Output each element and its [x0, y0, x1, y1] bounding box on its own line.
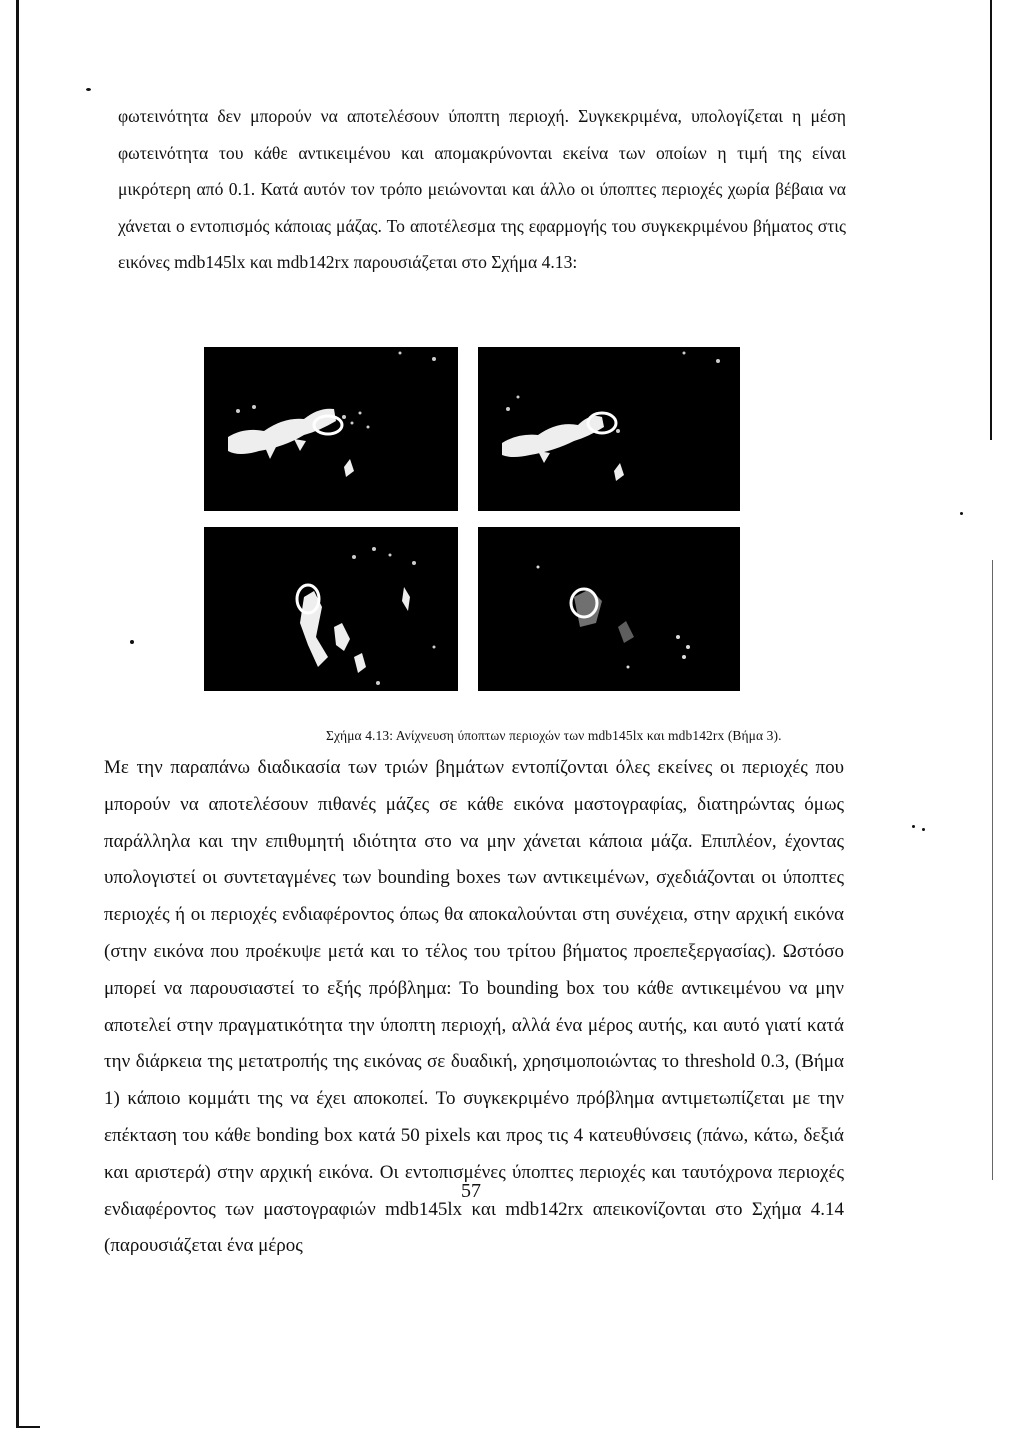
figure-4-13	[204, 347, 740, 711]
scan-speck	[130, 640, 134, 644]
scan-speck	[960, 512, 963, 515]
scan-speck	[912, 825, 915, 828]
segmented-image-mdb142rx-a	[204, 527, 458, 691]
segmented-image-mdb145lx-a	[204, 347, 458, 511]
segmented-image-mdb145lx-b	[478, 347, 740, 511]
segmented-image-mdb142rx-b	[478, 527, 740, 691]
page-number: 57	[461, 1180, 481, 1202]
scan-border-bottom	[16, 1426, 40, 1428]
scan-border-left	[16, 0, 19, 1428]
scan-border-right	[990, 0, 992, 440]
scan-speck	[922, 828, 925, 831]
body-paragraph-1: φωτεινότητα δεν μπορούν να αποτελέσουν ύποπτη περιοχή. Συγκεκριμένα, υπολογίζεται η μέση φωτεινότητα του κάθε αντικειμένου και απομακρύνονται εκείνα των οποίων η τιμή της είναι μικρότερη από 0.1. Κατά αυτόν τον τρόπο μειώνονται και άλλο οι ύποπτες περιοχές χωρία βέβαια να χάνεται ο εντοπισμός κάποιας μάζας. Το αποτέλεσμα της εφαρμογής του συγκεκριμένου βήματος στις εικόνες mdb145lx και mdb142rx παρουσιάζεται στο Σχήμα 4.13:	[118, 106, 846, 273]
figure-caption: Σχήμα 4.13: Ανίχνευση ύποπτων περιοχών των mdb145lx και mdb142rx (Βήμα 3).	[326, 728, 782, 743]
body-paragraph-2: Με την παραπάνω διαδικασία των τριών βημάτων εντοπίζονται όλες εκείνες οι περιοχές που μπορούν να αποτελέσουν πιθανές μάζες σε κάθε εικόνα μαστογραφίας, διατηρώντας όμως παράλληλα και την επιθυμητή ιδιότητα στο να μην χάνεται κάποια μάζα. Επιπλέον, έχοντας υπολογιστεί οι συντεταγμένες των bounding boxes των αντικειμένων, σχεδιάζονται οι ύποπτες περιοχές ή οι περιοχές ενδιαφέροντος όπως θα αποκαλούνται στη συνέχεια, στην αρχική εικόνα (στην εικόνα που προέκυψε μετά και το τέλος του τρίτου βήματος προεπεξεργασίας). Ωστόσο μπορεί να παρουσιαστεί το εξής πρόβλημα: Το bounding box του κάθε αντικειμένου να μην αποτελεί στην πραγματικότητα την ύποπτη περιοχή, αλλά ένα μέρος αυτής, και αυτό γιατί κατά την διάρκεια της μετατροπής της εικόνας σε δυαδική, χρησιμοποιώντας το threshold 0.3, (Βήμα 1) κάποιο κομμάτι της να έχει αποκοπεί. Το συγκεκριμένο πρόβλημα αντιμετωπίζεται με την επέκταση του κάθε bonding box κατά 50 pixels και προς τις 4 κατευθύνσεις (πάνω, κάτω, δεξιά και αριστερά) στην αρχική εικόνα. Οι εντοπισμένες ύποπτες περιοχές και ταυτόχρονα περιοχές ενδιαφέροντος των μαστογραφιών mdb145lx και mdb142rx απεικονίζονται στο Σχήμα 4.14 (παρουσιάζεται ένα μέρος	[104, 757, 844, 1257]
scan-border-right-lower	[992, 560, 993, 1180]
scan-speck	[86, 88, 91, 91]
